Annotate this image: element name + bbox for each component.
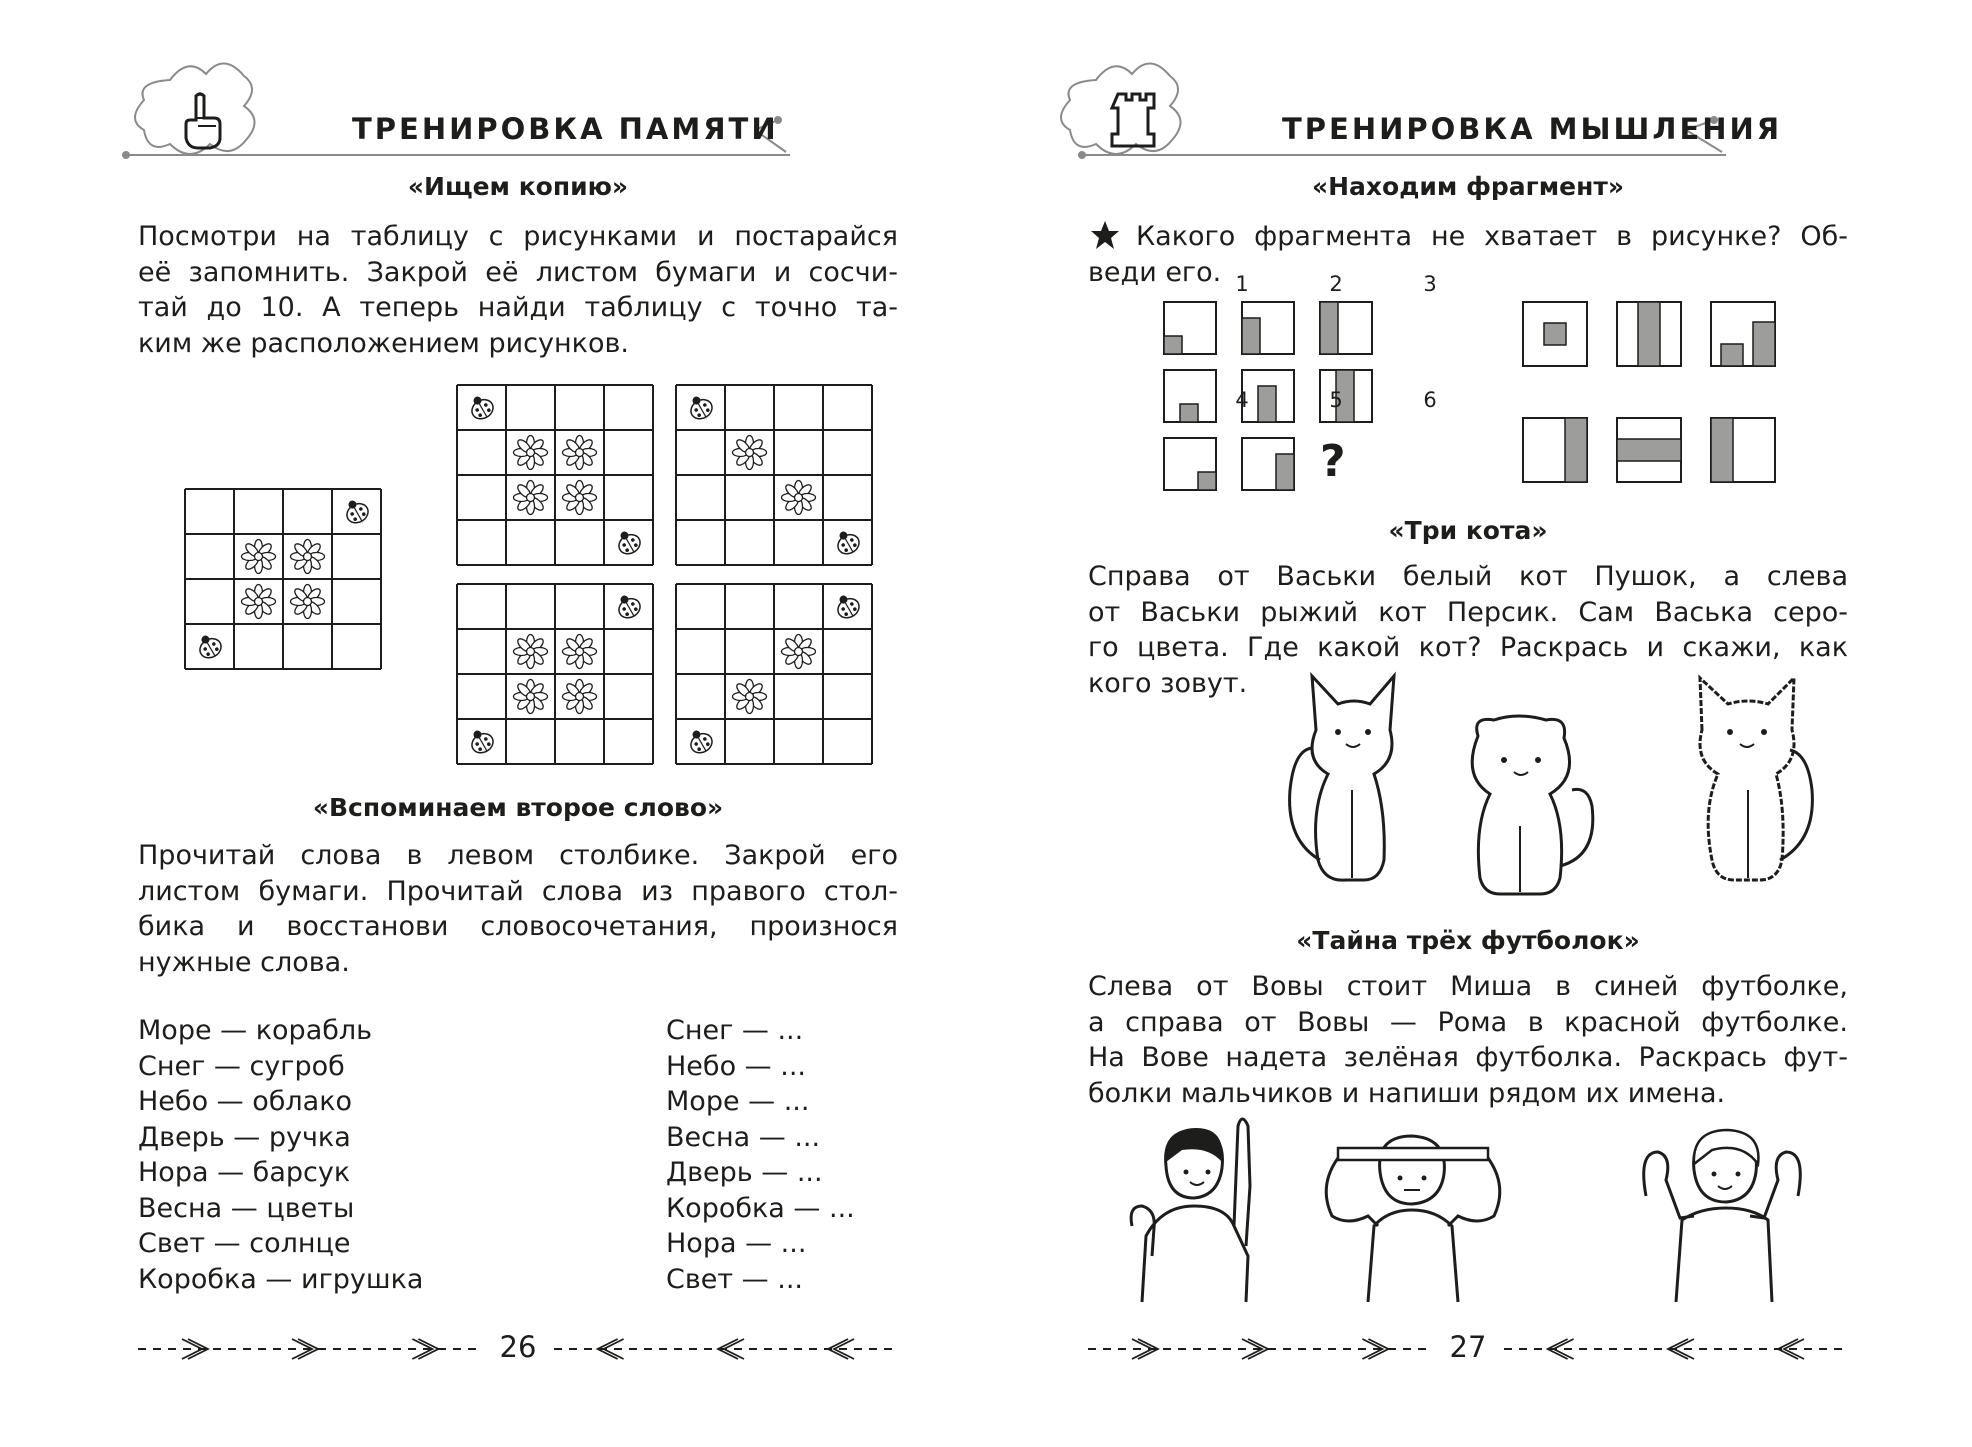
right-page (986, 0, 1972, 1447)
list-item: Весна — ... (666, 1121, 821, 1153)
option-label-6: 6 (1423, 388, 1437, 412)
text-line: Слева от Вовы стоит Миша в синей футболке, (1088, 971, 1848, 1002)
list-item: Нора — ... (666, 1228, 807, 1259)
flower-icon (563, 436, 597, 470)
list-item: Нора — барсук (138, 1157, 351, 1188)
text-line: Прочитай слова в левом столбике. Закрой его (138, 840, 898, 871)
flower-icon (291, 585, 325, 619)
text-line: бика и восстанови словосочетания, произнося (138, 911, 898, 942)
list-item: Свет — ... (666, 1263, 804, 1295)
page-number-right: 27 (1449, 1330, 1487, 1364)
question-mark: ? (1320, 436, 1346, 487)
section-title-second-word: «Вспоминаем второе слово» (312, 793, 724, 822)
list-item: Небо — ... (666, 1050, 806, 1082)
flower-icon (514, 436, 548, 470)
ladybug-icon (685, 726, 716, 757)
list-item: Небо — облако (138, 1086, 353, 1117)
flower-icon (563, 481, 597, 515)
list-item: Дверь — ручка (138, 1121, 351, 1153)
flower-icon (291, 540, 325, 574)
answer-options[interactable] (1521, 300, 1801, 500)
section-title-fragment: «Находим фрагмент» (1311, 172, 1625, 201)
ladybug-icon (832, 591, 863, 622)
list-item: Свет — солнце (138, 1228, 351, 1259)
text-line: го цвета. Где какой кот? Раскрась и скажи, как (1088, 632, 1848, 663)
flower-icon (782, 635, 816, 669)
text-line: от Васьки рыжий кот Персик. Сам Васька серо- (1088, 596, 1848, 628)
section-title-copy: «Ищем копию» (407, 172, 629, 201)
chess-rook-icon (1114, 90, 1158, 152)
boy-right-image[interactable] (1632, 1106, 1812, 1306)
text-line: На Вове надета зелёная футболка. Раскрась фут- (1088, 1042, 1848, 1073)
hand-pointing-up-icon (178, 90, 228, 150)
flower-icon (563, 635, 597, 669)
option-grid-4 (675, 583, 875, 765)
section-text-copy (138, 219, 898, 361)
flower-icon (242, 540, 276, 574)
text-line: листом бумаги. Прочитай слова из правого стол- (138, 875, 898, 907)
ladybug-icon (685, 392, 716, 423)
cat-middle-image[interactable] (1448, 706, 1608, 906)
list-item: Коробка — ... (666, 1192, 855, 1224)
ladybug-icon (832, 527, 863, 558)
boy-middle-image[interactable] (1308, 1106, 1518, 1306)
flower-icon (242, 585, 276, 619)
section-text-three-shirts (1088, 969, 1848, 1111)
text-line: а справа от Вовы — Рома в красной футболке. (1088, 1006, 1848, 1038)
flower-icon (563, 680, 597, 714)
left-header-ornament (0, 0, 986, 180)
left-header-title: ТРЕНИРОВКА ПАМЯТИ (352, 112, 779, 146)
text-line: Посмотри на таблицу с рисунками и постарайся (138, 221, 898, 252)
flower-icon (514, 635, 548, 669)
section-text-fragment (1088, 219, 1848, 290)
option-label-2: 2 (1329, 272, 1343, 296)
text-line: веди его. (1088, 256, 1222, 288)
list-item: Дверь — ... (666, 1157, 823, 1188)
sample-grid (184, 488, 384, 670)
text-line: Справа от Васьки белый кот Пушок, а слева (1088, 561, 1848, 592)
section-title-three-cats: «Три кота» (1388, 516, 1548, 545)
text-line: её запомнить. Закрой её листом бумаги и сосчи- (138, 256, 898, 288)
text-line: болки мальчиков и напиши рядом их имена. (1088, 1077, 1726, 1109)
ladybug-icon (341, 496, 372, 527)
option-grid-3 (456, 583, 656, 765)
option-label-3: 3 (1423, 272, 1437, 296)
text-line: кого зовут. (1088, 667, 1248, 699)
flower-icon (514, 481, 548, 515)
option-label-1: 1 (1235, 272, 1249, 296)
list-item: Море — корабль (138, 1015, 373, 1046)
boy-left-image[interactable] (1122, 1106, 1262, 1306)
word-list-left (138, 1013, 423, 1297)
list-item: Весна — цветы (138, 1192, 355, 1224)
cat-right-image[interactable] (1672, 670, 1822, 890)
option-grid-1 (456, 384, 656, 566)
ladybug-icon (194, 631, 225, 662)
section-text-second-word (138, 838, 898, 980)
list-item: Снег — сугроб (138, 1050, 345, 1082)
flower-icon (514, 680, 548, 714)
text-line: нужные слова. (138, 946, 350, 978)
text-line: тай до 10. А теперь найди таблицу с точно та- (138, 292, 898, 323)
flower-icon (733, 680, 767, 714)
text-line: Какого фрагмента не хватает в рисунке? Об- (1136, 221, 1848, 252)
section-title-three-shirts: «Тайна трёх футболок» (1296, 926, 1640, 955)
flower-icon (782, 481, 816, 515)
option-label-4: 4 (1235, 388, 1249, 412)
page-number-left: 26 (499, 1330, 537, 1364)
option-label-5: 5 (1329, 388, 1343, 412)
text-line: ким же расположением рисунков. (138, 327, 629, 359)
word-list-right (666, 1013, 855, 1297)
list-item: Море — ... (666, 1086, 810, 1117)
right-header-title: ТРЕНИРОВКА МЫШЛЕНИЯ (1282, 112, 1783, 146)
ladybug-icon (613, 527, 644, 558)
list-item: Снег — ... (666, 1015, 804, 1046)
option-grid-2 (675, 384, 875, 566)
flower-icon (733, 436, 767, 470)
ladybug-icon (466, 392, 497, 423)
ladybug-icon (613, 591, 644, 622)
ladybug-icon (466, 726, 497, 757)
list-item: Коробка — игрушка (138, 1263, 424, 1295)
cat-left-image[interactable] (1276, 670, 1426, 890)
